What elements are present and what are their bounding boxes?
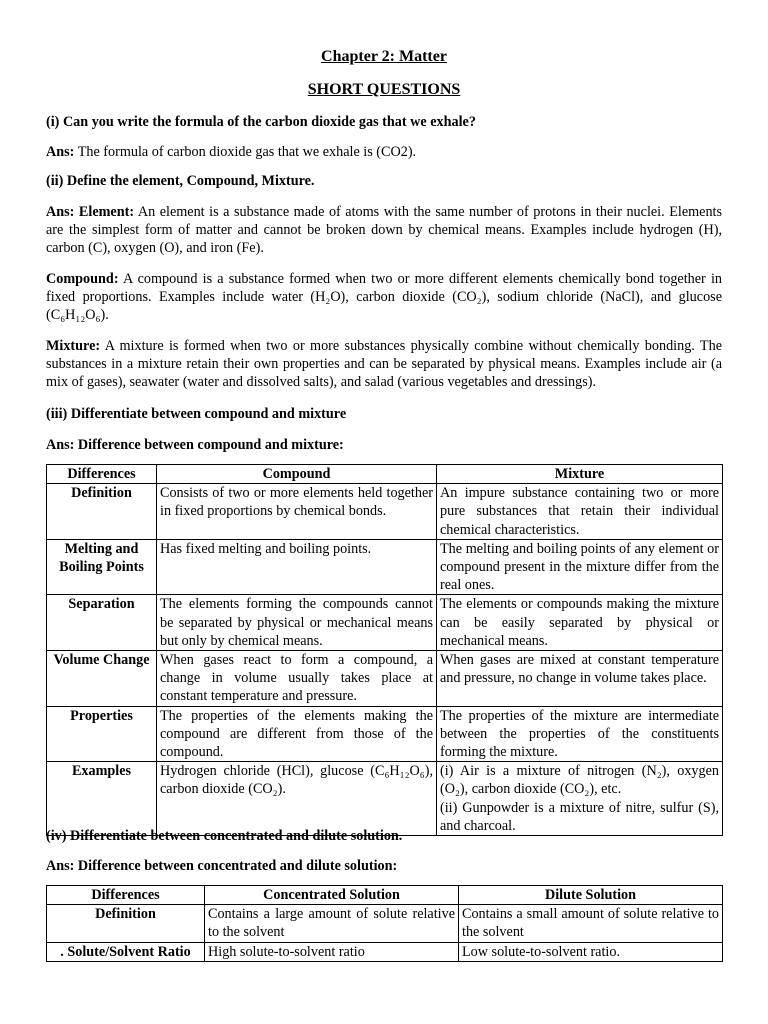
section-title: SHORT QUESTIONS [307,81,461,98]
table-cell: The properties of the elements making the compound are different from those of the compound. [157,706,437,762]
row-label: Separation [47,595,157,651]
compound-definition [46,270,722,325]
table-header: Concentrated Solution [205,886,459,905]
table-row [47,905,723,942]
compound-label: Compound: [46,271,119,287]
question-1: (i) Can you write the formula of the carbon dioxide gas that we exhale? [46,114,476,130]
compound-mixture-table [46,464,723,836]
table-cell: The melting and boiling points of any element or compound present in the mixture differ from the real ones. [437,539,723,595]
table-cell: Contains a small amount of solute relative to the solvent [459,905,723,942]
table-cell: Low solute-to-solvent ratio. [459,942,723,961]
answer-1-text: The formula of carbon dioxide gas that we exhale is (CO2). [77,144,417,160]
question-2: (ii) Define the element, Compound, Mixture. [46,173,315,189]
example-1: (i) Air is a mixture of nitrogen (N₂), oxygen (O₂), carbon dioxide (CO₂), etc. [440,763,719,798]
table-cell: Has fixed melting and boiling points. [157,539,437,595]
table-header-row [47,886,723,905]
question-3: (iii) Differentiate between compound and mixture [46,406,347,422]
answer-4-heading: Ans: Difference between concentrated and dilute solution: [46,858,398,874]
table-cell: High solute-to-solvent ratio [205,942,459,961]
example-2: (ii) Gunpowder is a mixture of nitre, sulfur (S), and charcoal. [440,799,719,834]
table-cell: An impure substance containing two or more pure substances that retain their individual chemical characteristics. [437,484,723,540]
table-cell: Hydrogen chloride (HCl), glucose (C₆H₁₂O₆), carbon dioxide (CO₂). [157,762,437,836]
table-row [47,942,723,961]
table-row [47,651,723,707]
table-cell: When gases are mixed at constant temperature and pressure, no change in volume takes place. [437,651,723,707]
compound-text: A compound is a substance formed when two or more different elements chemically bond together in fixed proportions. Examples include water (H₂O), carbon dioxide (CO₂), sodium chloride (NaCl), and glucose (C₆H₁₂O₆). [46,271,722,324]
element-label: Ans: Element: [46,204,135,220]
element-text: An element is a substance made of atoms with the same number of protons in their nuclei. Elements are the simplest form of matter and cannot be broken down by chemical means. Examples include hydrogen (H), carbon (C), oxygen (O), and iron (Fe). [46,204,723,257]
row-label: . Solute/Solvent Ratio [47,942,205,961]
table-cell: The properties of the mixture are intermediate between the properties of the constituents forming the mixture. [437,706,723,762]
table-row [47,539,723,595]
row-label: Volume Change [47,651,157,707]
row-label: Melting and Boiling Points [47,539,157,595]
question-4: (iv) Differentiate between concentrated and dilute solution. [46,828,403,844]
table-row [47,484,723,540]
table-cell: Consists of two or more elements held together in fixed proportions by chemical bonds. [157,484,437,540]
table-header: Differences [47,465,157,484]
table-header: Differences [47,886,205,905]
element-definition [46,203,722,258]
mixture-definition [46,337,722,392]
table-cell: When gases react to form a compound, a change in volume usually takes place at constant temperature and pressure. [157,651,437,707]
table-row [47,595,723,651]
table-row [47,762,723,836]
table-header: Mixture [437,465,723,484]
ans-label: Ans: [46,144,75,160]
table-header: Compound [157,465,437,484]
table-cell [437,762,723,836]
table-header: Dilute Solution [459,886,723,905]
table-cell: The elements or compounds making the mixture can be easily separated by physical or mechanical means. [437,595,723,651]
mixture-label: Mixture: [46,338,101,354]
row-label: Definition [47,905,205,942]
chapter-title: Chapter 2: Matter [321,48,447,65]
answer-3-heading: Ans: Difference between compound and mixture: [46,437,344,453]
table-header-row [47,465,723,484]
solution-table [46,885,723,962]
table-cell: Contains a large amount of solute relative to the solvent [205,905,459,942]
row-label: Properties [47,706,157,762]
row-label: Definition [47,484,157,540]
table-cell: The elements forming the compounds cannot be separated by physical or mechanical means but only by chemical means. [157,595,437,651]
table-row [47,706,723,762]
row-label: Examples [47,762,157,836]
mixture-text: A mixture is formed when two or more substances physically combine without chemically bonding. The substances in a mixture retain their own properties and can be separated by physical means. Examples include air (a mix of gases), seawater (water and dissolved salts), and salad (various vegetables and dressings). [46,338,722,391]
answer-1 [46,143,722,161]
